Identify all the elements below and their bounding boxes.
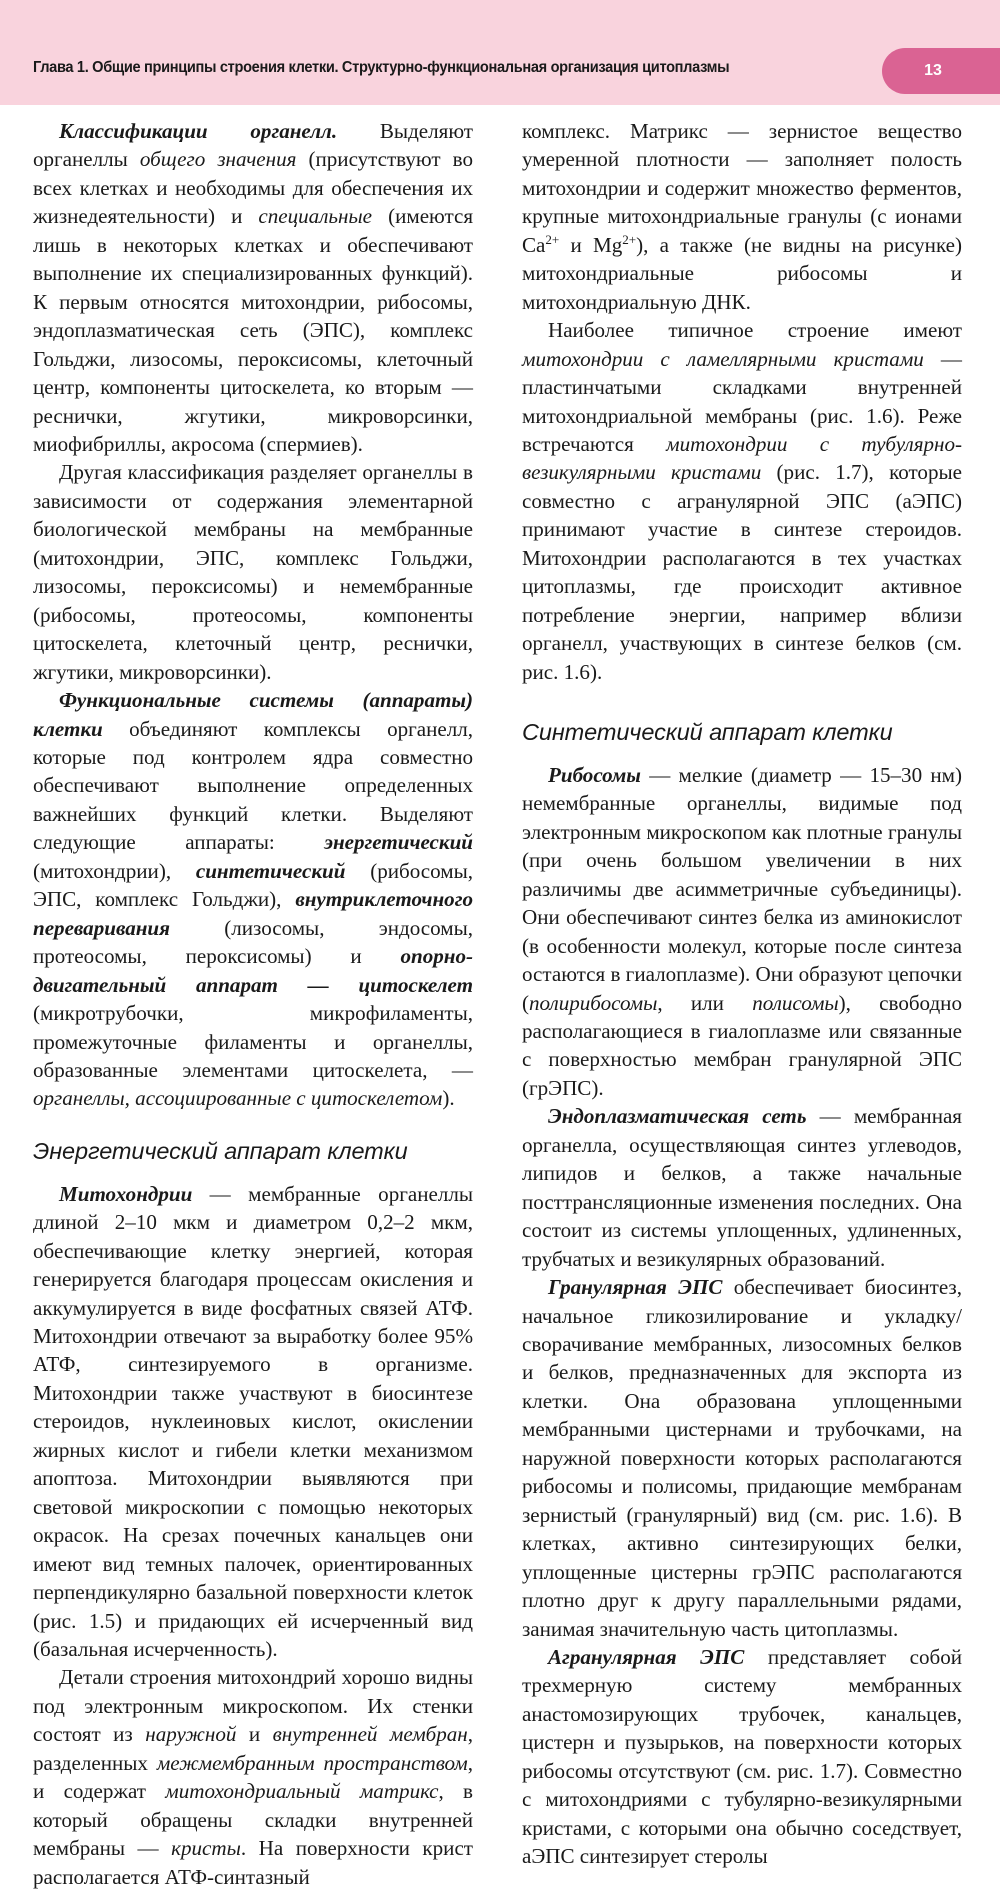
paragraph-classification-organelles [33, 117, 473, 458]
term-polysomes: полисомы [752, 990, 839, 1015]
term-cristae: кристы [171, 1836, 241, 1861]
text-run: (микротрубочки, микрофиламенты, промежуточные филаменты и органеллы, образованные элементами цитоскелета, — [33, 1001, 473, 1082]
text-run: — мембранная органелла, осуществляющая синтез углеводов, липидов и белков, а также начальные посттрансляционные изменения последних. Она состоит из системы уплощенных, удлиненных, трубчатых и везикулярных образований. [522, 1104, 962, 1271]
text-run: (имеются лишь в некоторых клетках и обеспечивают выполнение их специализированных функций). К первым относятся митохондрии, рибосомы, эндоплазматическая сеть (ЭПС), комплекс Гольджи, лизосомы, пероксисомы, клеточный центр, компоненты цитоскелета, ко вторым — реснички, жгутики, микроворсинки, миофибриллы, акросома (спермиев). [33, 204, 473, 456]
section-heading-synthetic-apparatus: Синтетический аппарат клетки [522, 719, 893, 746]
paragraph-functional-systems [33, 686, 473, 1113]
running-header [0, 0, 1000, 105]
paragraph-granular-er [522, 1273, 962, 1643]
term-cytoskeleton-apparatus: опорно-двигательный аппарат — цитоскелет [33, 944, 473, 997]
text-run: и Mg [559, 232, 623, 257]
text-run: . На поверхности крист располагается АТФ-синтазный [33, 1836, 473, 1889]
term-intracellular-digestion: внутриклеточного переваривания [33, 887, 473, 940]
paragraph-cristae-types [522, 316, 962, 686]
term-general-significance: общего значения [139, 147, 297, 172]
paragraph-membrane-classification [33, 458, 473, 686]
text-run: комплекс. Матрикс — зернистое вещество умеренной плотности — заполняет полость митохондрии и содержит множество ферментов, крупные митохондриальные гранулы (с ионами Ca [522, 119, 962, 257]
term-intermembrane-space: межмембранным пространством [156, 1750, 468, 1775]
text-run: ), свободно располагающиеся в гиалоплазме или связанные с поверхностью мембран гранулярной ЭПС (грЭПС). [522, 990, 962, 1100]
text-run: Другая классификация разделяет органеллы в зависимости от содержания элементарной биологической мембраны на мембранные (митохондрии, ЭПС, комплекс Гольджи, лизосомы, пероксисомы) и немембранные (рибосомы, протеосомы, компоненты цитоскелета, клеточный центр, реснички, жгутики, микроворсинки). [33, 460, 473, 684]
text-run: , или [657, 990, 753, 1015]
text-run: представляет собой трехмерную систему мембранных анастомозирующих трубочек, канальцев, цистерн и пузырьков, на поверхности которых рибосомы отсутствуют (см. рис. 1.7). Совместно с митохондриями с тубулярно-везикулярными кристами, с которыми она обычно соседствует, аЭПС синтезирует стеролы [522, 1644, 962, 1869]
text-run: ). [442, 1086, 455, 1111]
section-heading-energy-apparatus: Энергетический аппарат клетки [33, 1137, 408, 1164]
term-mitochondrial-matrix: митохондриальный матрикс [165, 1779, 439, 1804]
text-run: (рис. 1.7), которые совместно с агранулярной ЭПС (аЭПС) принимают участие в синтезе стероидов. Митохондрии располагаются в тех участках цитоплазмы, где происходит активное потребление энергии, например вблизи органелл, участвующих в синтезе белков (см. рис. 1.6). [522, 460, 962, 684]
term-energetic: энергетический [324, 830, 473, 855]
term-lamellar-cristae: митохондрии с ламеллярными кристами [522, 346, 924, 371]
superscript-charge-mg: 2+ [622, 231, 637, 247]
text-run: и [236, 1722, 273, 1747]
text-run: (рибосомы, ЭПС, комплекс Гольджи), [33, 858, 473, 912]
text-run: обеспечивает биосинтез, начальное гликозилирование и укладку/сворачивание мембранных, лизосомных белков и белков, предназначенных для экспорта из клетки. Она образована уплощенными мембранными цистернами и трубочками, на наружной поверхности которых располагаются рибосомы и полисомы, придающие мембранам зернистый (гранулярный) вид (см. рис. 1.6). В клетках, активно синтезирующих белки, уплощенные цистерны грЭПС располагаются плотно друг к другу параллельными рядами, занимая значительную часть цитоплазмы. [522, 1275, 962, 1641]
term-synthetic: синтетический [195, 858, 346, 883]
term-inner-membrane: внутренней мембран [272, 1722, 468, 1747]
term-special: специальные [258, 204, 373, 229]
text-run: (присутствуют во всех клетках и необходимы для обеспечения их жизнедеятельности) и [33, 147, 473, 229]
running-header-band [0, 0, 1000, 105]
left-column [33, 117, 473, 1889]
text-run: (митохондрии), [33, 858, 196, 883]
text-run: ), а также (не видны на рисунке) митохондриальные рибосомы и митохондриальную ДНК. [522, 232, 962, 314]
run-in-heading-mitochondria: Митохондрии [59, 1181, 193, 1206]
run-in-heading-granular-er: Гранулярная ЭПС [548, 1275, 723, 1300]
text-run: , в который обращены складки внутренней мембраны — [33, 1779, 473, 1861]
paragraph-matrix-continuation [522, 117, 962, 316]
text-run: Наиболее типичное строение имеют [548, 318, 962, 343]
paragraph-agranular-er [522, 1643, 962, 1871]
page-number-badge [882, 48, 1000, 94]
text-run: (лизосомы, эндосомы, протеосомы, пероксисомы) и [33, 915, 473, 969]
paragraph-endoplasmic-reticulum [522, 1102, 962, 1273]
run-in-heading-endoplasmic-reticulum: Эндоплазматическая сеть [548, 1104, 807, 1129]
paragraph-mitochondria [33, 1180, 473, 1664]
paragraph-ribosomes [522, 761, 962, 1102]
right-column [522, 117, 963, 1869]
run-in-heading-classification: Классификации органелл. [59, 119, 338, 143]
run-in-heading-agranular-er: Агранулярная ЭПС [548, 1644, 745, 1669]
text-run: — мембранные органеллы длиной 2–10 мкм и диаметром 0,2–2 мкм, обеспечивающие клетку энергией, которая генерируется благодаря процессам окисления и аккумулируется в виде фосфатных связей АТФ. Митохондрии отвечают за выработку более 95% АТФ, синтезируемого в организме. Митохондрии также участвуют в биосинтезе стероидов, нуклеиновых кислот, окислении жирных кислот и гибели клетки механизмом апоптоза. Митохондрии выявляются при световой микроскопии с помощью некоторых окрасок. На срезах почечных канальцев они имеют вид темных палочек, ориентированных перпендикулярно базальной поверхности клеток (рис. 1.5) и придающих ей исчерченный вид (базальная исчерченность). [33, 1181, 473, 1661]
superscript-charge-ca: 2+ [545, 231, 560, 247]
run-in-heading-functional-systems: Функциональные системы (аппараты) клетки [33, 688, 473, 741]
chapter-title: Глава 1. Общие принципы строения клетки. Структурно-функциональная организация цитоплазмы [33, 59, 730, 76]
term-polyribosomes: полирибосомы [529, 990, 658, 1015]
text-run: — пластинчатыми складками внутренней митохондриальной мембраны (рис. 1.6). Реже встречаются [522, 346, 963, 456]
run-in-heading-ribosomes: Рибосомы [548, 762, 641, 787]
text-run: Детали строения митохондрий хорошо видны под электронным микроскопом. Их стенки состоят из [33, 1665, 473, 1747]
body-columns [0, 117, 1000, 1889]
paragraph-mitochondria-structure [33, 1663, 473, 1891]
term-outer-membrane: наружной [145, 1722, 237, 1747]
text-run: , и содержат [33, 1750, 473, 1804]
text-run: Выделяют органеллы [33, 119, 473, 172]
term-cytoskeleton-associated: органеллы, ассоциированные с цитоскелетом [33, 1086, 443, 1111]
text-run: , разделенных [33, 1722, 473, 1775]
page-number: 13 [924, 62, 942, 79]
text-run: — мелкие (диаметр — 15–30 нм) немембранные органеллы, видимые под электронным микроскопом как плотные гранулы (при очень большом увеличении в них различимы две асимметричные субъединицы). Они обеспечивают синтез белка из аминокислот (в особенности молекул, которые после синтеза остаются в гиалоплазме). Они образуют цепочки ( [522, 762, 962, 1015]
text-run: объединяют комплексы органелл, которые под контролем ядра совместно обеспечивают выполнение определенных важнейших функций клетки. Выделяют следующие аппараты: [33, 716, 473, 855]
term-tubular-vesicular-cristae: митохондрии с тубулярно-везикулярными кристами [522, 431, 962, 485]
